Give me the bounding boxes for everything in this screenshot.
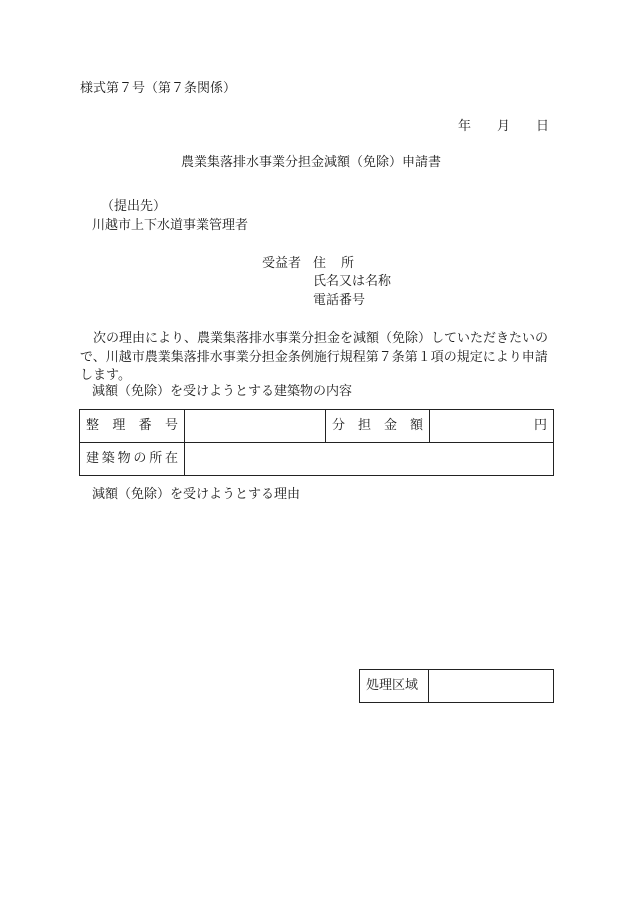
processing-area-field[interactable] [429,670,554,703]
building-section-heading: 減額（免除）を受けようとする建築物の内容 [92,384,353,399]
table-row [80,443,554,476]
amount-field[interactable] [430,410,554,443]
reason-section-heading: 減額（免除）を受けようとする理由 [92,487,301,502]
amount-label-cell [326,410,430,443]
processing-area-table [359,669,554,703]
application-statement: 次の理由により、農業集落排水事業分担金を減額（免除）していただきたいので、川越市農業集落排水事業分担金条例施行規程第７条第１項の規定により申請します。 [80,331,549,383]
submission-label: （提出先） [101,199,167,214]
address-label: 住所 [313,256,370,271]
date-line [432,119,549,136]
location-label-cell [80,443,185,476]
name-label: 氏名又は名称 [313,274,392,289]
document-title: 農業集落排水事業分担金減額（免除）申請書 [181,155,442,170]
applicant-label: 受益者 [262,256,302,271]
reference-number-field[interactable] [185,410,326,443]
processing-area-label: 処理区域 [360,670,429,703]
location-field[interactable] [185,443,554,476]
phone-label: 電話番号 [313,293,366,308]
reference-number-label-cell [80,410,185,443]
building-details-table [79,409,554,476]
amount-unit: 円 [533,417,547,433]
form-number: 様式第７号（第７条関係） [80,81,237,96]
amount-label: 分担金額 [332,417,423,433]
date-year-label: 年 [458,119,472,134]
table-row [80,410,554,443]
location-label: 建築物の所在 [86,450,178,466]
table-row [360,670,554,703]
recipient-name: 川越市上下水道事業管理者 [92,218,249,233]
date-month-label: 月 [497,119,511,134]
date-day-label: 日 [536,119,550,134]
reference-number-label: 整理番号 [86,417,178,433]
